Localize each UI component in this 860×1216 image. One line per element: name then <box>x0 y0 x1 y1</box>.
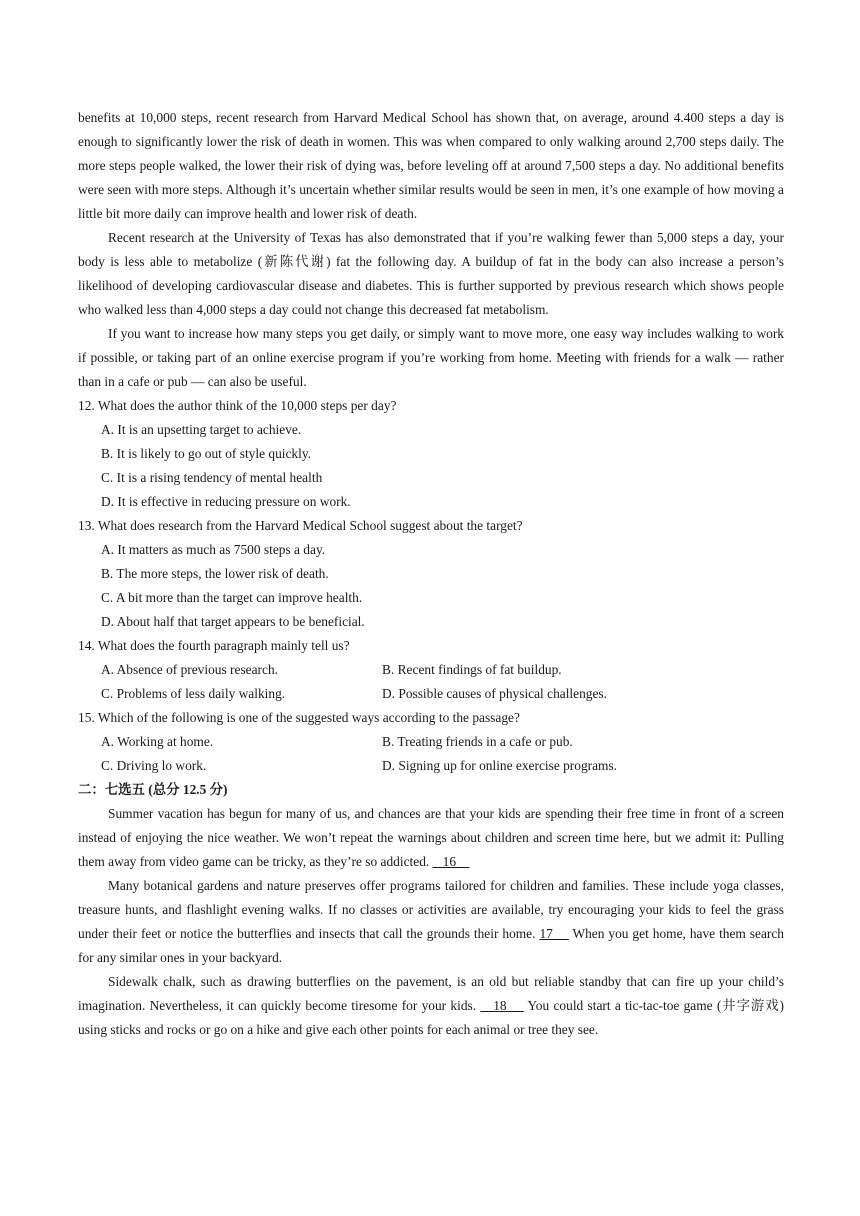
section-title: 二：七选五 (总分 12.5 分) <box>78 782 228 797</box>
option-b: B. The more steps, the lower risk of death. <box>101 566 329 581</box>
cloze-text-after: When you get home, have them search for any similar ones in your backyard. <box>78 926 785 965</box>
option-d: D. It is effective in reducing pressure on work. <box>101 494 351 509</box>
passage-paragraph-2: Recent research at the University of Texas has also demonstrated that if you’re walking fewer than 5,000 steps a day, your body is less able to metabolize (新陈代谢) fat the following day. A buildup of fat in the body can also increase a person’s likelihood of developing cardiovascular disease and diabetes. This is further supported by previous research which shows people who walked less than 4,000 steps a day could not change this decreased fat metabolism. <box>78 230 784 317</box>
question-15 <box>78 706 784 778</box>
option-b: B. Recent findings of fat buildup. <box>382 662 562 677</box>
option-d: D. Signing up for online exercise programs. <box>382 758 618 773</box>
option-b: B. Treating friends in a cafe or pub. <box>382 734 573 749</box>
cloze-text: Sidewalk chalk, such as drawing butterflies on the pavement, is an old but reliable standby that can fire up your child’s imagination. Nevertheless, it can quickly become tiresome for your kids. <box>78 974 784 1013</box>
option-c: C. Driving lo work. <box>101 758 207 773</box>
cloze-text: Many botanical gardens and nature preserves offer programs tailored for children and families. These include yoga classes, treasure hunts, and flashlight evening walks. If no classes or activities are available, try encouraging your kids to feel the grass under their feet or notice the butterflies and insects that call the grounds their home. <box>78 878 784 941</box>
option-d: D. Possible causes of physical challenges. <box>382 686 607 701</box>
blank-16: 16 <box>432 854 470 869</box>
question-stem: 12. What does the author think of the 10,000 steps per day? <box>78 398 397 413</box>
question-14 <box>78 634 784 706</box>
cloze-paragraph-2 <box>78 874 784 970</box>
option-row <box>101 658 784 682</box>
option-a: A. Working at home. <box>101 734 214 749</box>
passage-paragraph-1: benefits at 10,000 steps, recent research from Harvard Medical School has shown that, on average, around 4.400 steps a day is enough to significantly lower the risk of death in women. This was when compared to only walking around 2,700 steps daily. The more steps people walked, the lower their risk of dying was, before leveling off at around 7,500 steps a day. No additional benefits were seen with more steps. Although it’s uncertain whether similar results would be seen in men, it’s one example of how moving a little bit more daily can improve health and lower risk of death. <box>78 110 784 221</box>
option-b: B. It is likely to go out of style quickly. <box>101 446 312 461</box>
option-row <box>101 682 784 706</box>
option-a: A. Absence of previous research. <box>101 662 278 677</box>
option-d: D. About half that target appears to be beneficial. <box>101 614 365 629</box>
option-a: A. It matters as much as 7500 steps a day. <box>101 542 326 557</box>
cloze-text: Summer vacation has begun for many of us, and chances are that your kids are spending their free time in front of a screen instead of enjoying the nice weather. We won’t repeat the warnings about children and screen time here, but we admit it: Pulling them away from video game can be tricky, as they’re so addicted. <box>78 806 784 869</box>
cloze-paragraph-1 <box>78 802 784 874</box>
question-stem: 14. What does the fourth paragraph mainly tell us? <box>78 638 350 653</box>
option-c: C. Problems of less daily walking. <box>101 686 286 701</box>
blank-17: 17 <box>539 926 569 941</box>
question-stem: 15. Which of the following is one of the suggested ways according to the passage? <box>78 710 520 725</box>
cloze-paragraph-3 <box>78 970 784 1042</box>
cloze-text-after: You could start a tic-tac-toe game (井字游戏) using sticks and rocks or go on a hike and give each other points for each animal or tree they see. <box>78 998 785 1037</box>
question-12 <box>78 394 784 514</box>
option-c: C. A bit more than the target can improve health. <box>101 590 363 605</box>
question-13 <box>78 514 784 634</box>
passage-paragraph-3: If you want to increase how many steps you get daily, or simply want to move more, one easy way includes walking to work if possible, or taking part of an online exercise program if you’re working from home. Meeting with friends for a walk — rather than in a cafe or pub — can also be useful. <box>78 326 784 389</box>
question-stem: 13. What does research from the Harvard Medical School suggest about the target? <box>78 518 523 533</box>
option-row <box>101 730 784 754</box>
option-c: C. It is a rising tendency of mental health <box>101 470 323 485</box>
option-row <box>101 754 784 778</box>
option-a: A. It is an upsetting target to achieve. <box>101 422 302 437</box>
blank-18: 18 <box>480 998 524 1013</box>
